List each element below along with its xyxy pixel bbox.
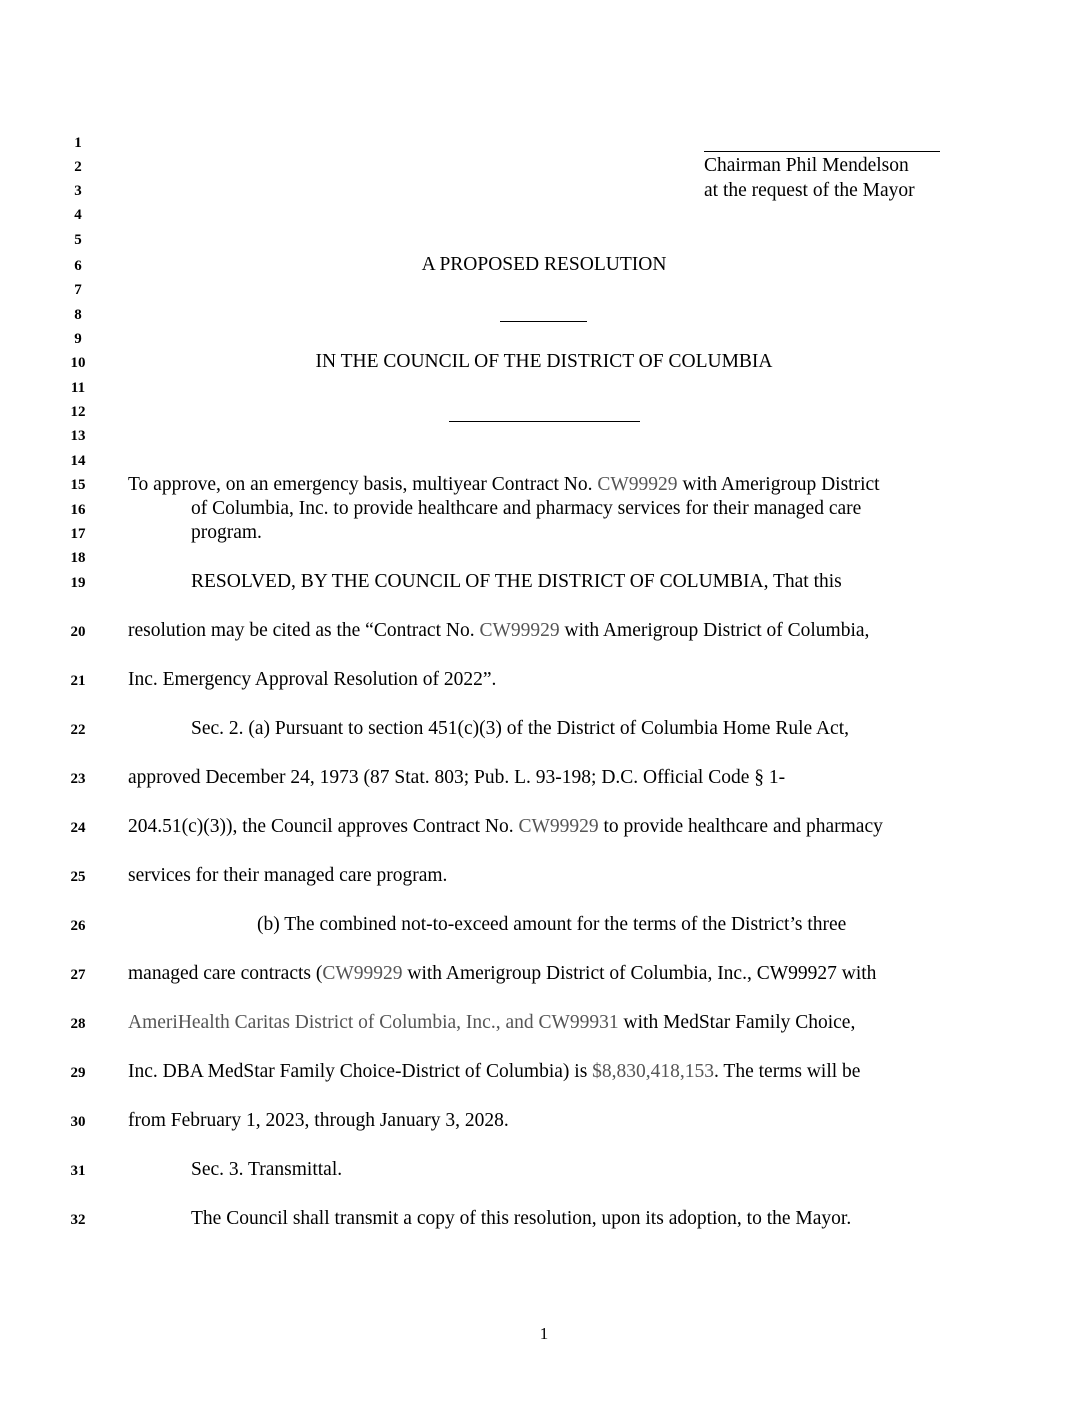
body-line-25: services for their managed care program. (128, 865, 448, 886)
line-number: 4 (74, 207, 82, 223)
body-line-30: from February 1, 2023, through January 3, 2028. (128, 1110, 509, 1131)
body-line-32: The Council shall transmit a copy of this resolution, upon its adoption, to the Mayor. (191, 1208, 852, 1229)
line-number: 20 (70, 624, 86, 640)
purpose-line-1: To approve, on an emergency basis, multiyear Contract No. CW99929 with Amerigroup District (128, 474, 880, 495)
line-number: 10 (70, 355, 86, 371)
line-number: 25 (70, 869, 86, 885)
body-line-19: RESOLVED, BY THE COUNCIL OF THE DISTRICT OF COLUMBIA, That this (191, 571, 842, 592)
body-line-21: Inc. Emergency Approval Resolution of 2022”. (128, 669, 497, 690)
line-number: 22 (70, 722, 86, 738)
body-line-24: 204.51(c)(3)), the Council approves Contract No. CW99929 to provide healthcare and pharmacy (128, 816, 883, 837)
body-line-22: Sec. 2. (a) Pursuant to section 451(c)(3) of the District of Columbia Home Rule Act, (191, 718, 849, 739)
purpose-line-3: program. (191, 522, 262, 543)
line-number: 11 (70, 380, 86, 396)
line-number: 28 (70, 1016, 86, 1032)
line-number: 6 (74, 258, 82, 274)
contract-amount: $8,830,418,153 (592, 1061, 715, 1082)
line-number: 26 (70, 918, 86, 934)
line-number: 17 (70, 526, 86, 542)
line-number: 29 (70, 1065, 86, 1081)
line-number: 15 (70, 477, 86, 493)
page-number: 1 (539, 1324, 549, 1343)
line-number: 3 (74, 183, 82, 199)
contract-number: CW99929 (479, 620, 560, 641)
signature-line (704, 151, 940, 152)
line-number: 32 (70, 1212, 86, 1228)
line-number: 30 (70, 1114, 86, 1130)
line-number: 8 (74, 307, 82, 323)
body-line-28: AmeriHealth Caritas District of Columbia, Inc., and CW99931 with MedStar Family Choice, (128, 1012, 856, 1033)
contract-number: CW99929 (322, 963, 403, 984)
sponsor-name: Chairman Phil Mendelson (704, 155, 909, 176)
line-number: 14 (70, 453, 86, 469)
line-number: 27 (70, 967, 86, 983)
line-number: 9 (74, 331, 82, 347)
sponsor-request: at the request of the Mayor (704, 180, 915, 201)
line-number: 19 (70, 575, 86, 591)
line-number: 16 (70, 502, 86, 518)
body-line-23: approved December 24, 1973 (87 Stat. 803; Pub. L. 93-198; D.C. Official Code § 1- (128, 767, 786, 788)
line-number: 12 (70, 404, 86, 420)
line-number: 7 (74, 282, 82, 298)
blank-line-short (500, 321, 587, 322)
line-number: 18 (70, 550, 86, 566)
line-number: 2 (74, 159, 82, 175)
body-line-27: managed care contracts (CW99929 with Amerigroup District of Columbia, Inc., CW99927 with (128, 963, 877, 984)
line-number: 24 (70, 820, 86, 836)
line-number: 1 (74, 135, 82, 151)
contract-number: CW99929 (518, 816, 599, 837)
resolution-title: A PROPOSED RESOLUTION (421, 254, 667, 275)
purpose-line-2: of Columbia, Inc. to provide healthcare and pharmacy services for their managed care (191, 498, 862, 519)
council-heading: IN THE COUNCIL OF THE DISTRICT OF COLUMBIA (315, 351, 773, 372)
body-line-26: (b) The combined not-to-exceed amount for the terms of the District’s three (257, 914, 847, 935)
line-number: 21 (70, 673, 86, 689)
line-number: 23 (70, 771, 86, 787)
contract-number: CW99929 (597, 474, 678, 495)
line-number: 13 (70, 428, 86, 444)
body-line-29: Inc. DBA MedStar Family Choice-District of Columbia) is $8,830,418,153. The terms will be (128, 1061, 861, 1082)
blank-line-long (449, 421, 640, 422)
line-number: 31 (70, 1163, 86, 1179)
body-line-20: resolution may be cited as the “Contract No. CW99929 with Amerigroup District of Columbia, (128, 620, 870, 641)
line-number: 5 (74, 232, 82, 248)
body-line-31: Sec. 3. Transmittal. (191, 1159, 343, 1180)
